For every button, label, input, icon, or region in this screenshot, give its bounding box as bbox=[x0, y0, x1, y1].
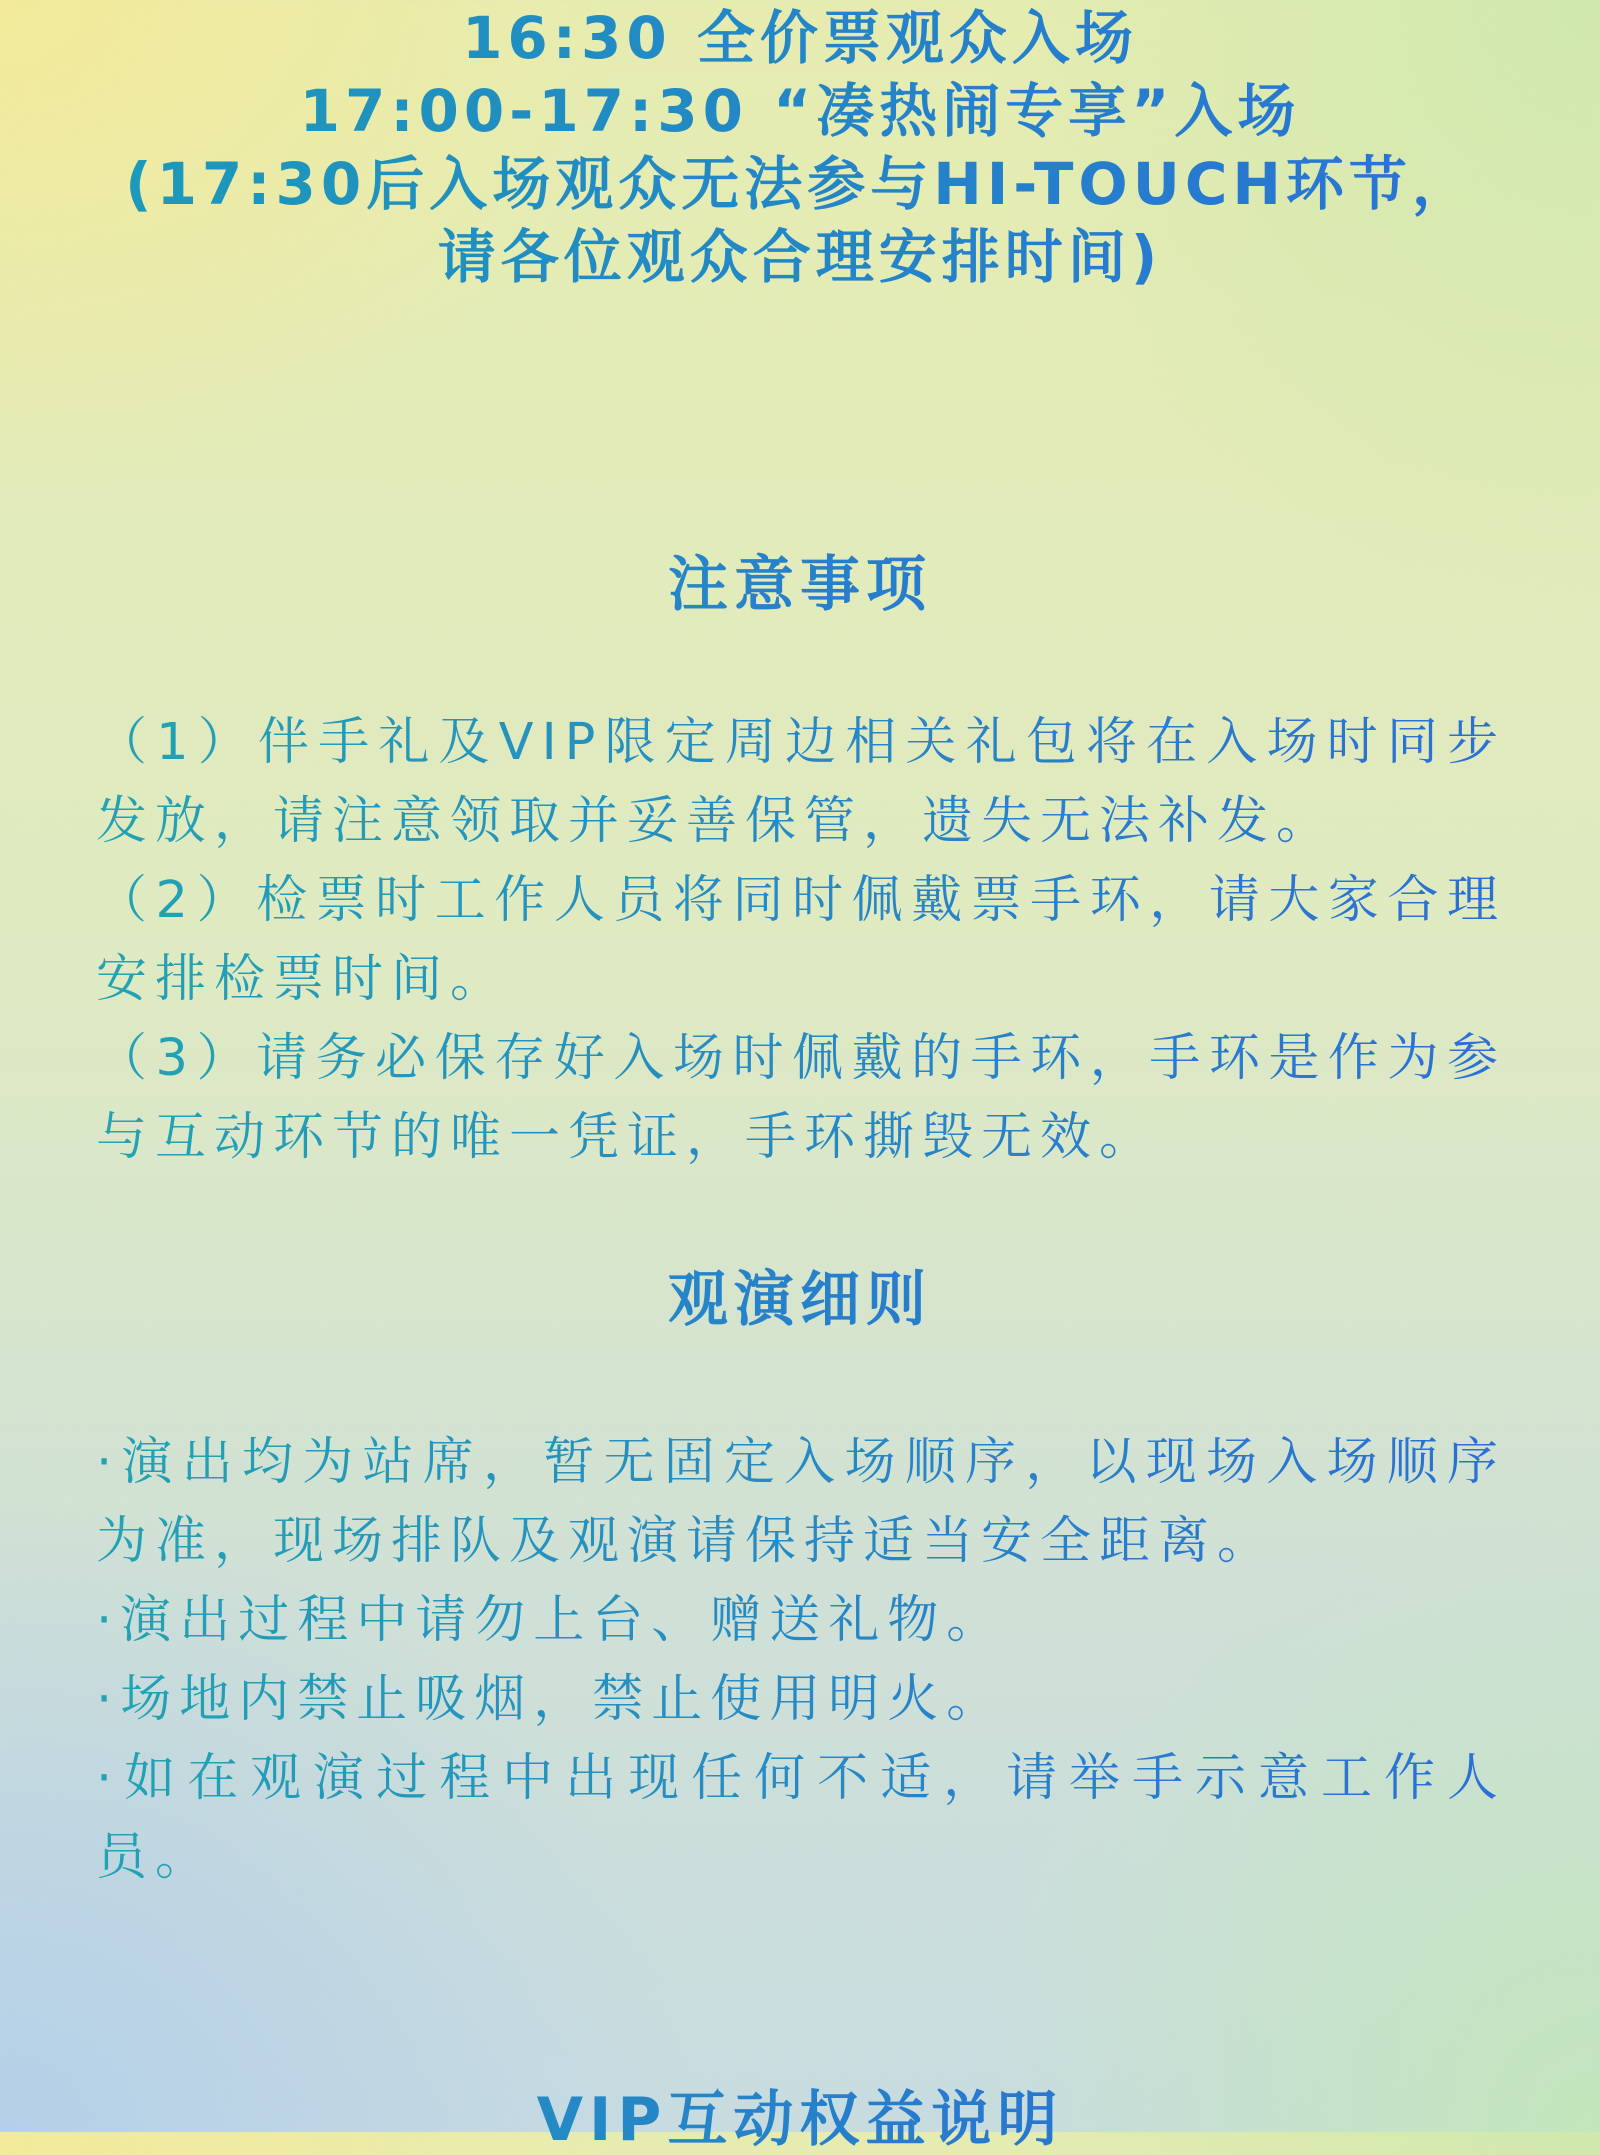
rules-item: ·演出均为站席，暂无固定入场顺序，以现场入场顺序为准，现场排队及观演请保持适当安全距离。 bbox=[96, 1433, 1506, 1571]
rules-list bbox=[96, 1423, 1506, 1897]
notice-section-title: 注意事项 bbox=[0, 550, 1600, 620]
notice-list bbox=[96, 703, 1506, 1177]
entry-schedule bbox=[0, 2, 1600, 294]
rules-item: ·演出过程中请勿上台、赠送礼物。 bbox=[96, 1591, 1006, 1650]
notice-item: （1）伴手礼及VIP限定周边相关礼包将在入场时同步发放，请注意领取并妥善保管，遗失无法补发。 bbox=[96, 713, 1506, 851]
schedule-line-full-price: 16:30 全价票观众入场 bbox=[0, 2, 1600, 75]
rules-section-title: 观演细则 bbox=[0, 1265, 1600, 1335]
schedule-line-special-entry: 17:00-17:30 “凑热闹专享”入场 bbox=[0, 75, 1600, 148]
schedule-line-arrange-time: 请各位观众合理安排时间) bbox=[0, 221, 1600, 294]
notice-item: （3）请务必保存好入场时佩戴的手环，手环是作为参与互动环节的唯一凭证，手环撕毁无效。 bbox=[96, 1029, 1506, 1167]
rules-item: ·如在观演过程中出现任何不适，请举手示意工作人员。 bbox=[96, 1749, 1506, 1887]
vip-section-title: VIP互动权益说明 bbox=[0, 2085, 1600, 2155]
schedule-line-hi-touch-note: (17:30后入场观众无法参与HI-TOUCH环节， bbox=[0, 148, 1600, 221]
notice-item: （2）检票时工作人员将同时佩戴票手环，请大家合理安排检票时间。 bbox=[96, 871, 1506, 1009]
rules-item: ·场地内禁止吸烟，禁止使用明火。 bbox=[96, 1670, 1006, 1729]
